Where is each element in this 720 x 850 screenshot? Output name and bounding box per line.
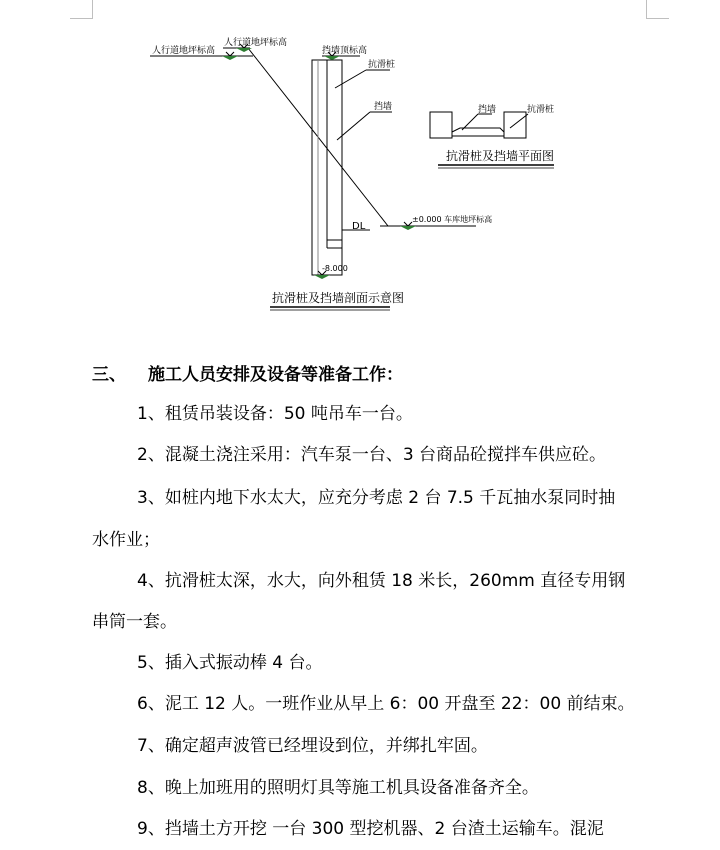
list-item: 4、抗滑桩太深，水大，向外租赁 18 米长，260mm 直径专用钢 (137, 571, 626, 591)
section-title: 施工人员安排及设备等准备工作： (148, 365, 403, 385)
list-item: 7、确定超声波管已经埋设到位，并绑扎牢固。 (137, 736, 488, 756)
list-item: 9、挡墙土方开挖 一台 300 型挖机器、2 台渣土运输车。混泥 (137, 819, 604, 839)
section-number: 三、 (92, 365, 126, 385)
label-bottom-elevation: -8.000 (322, 264, 348, 273)
label-road-ground: ±0.000 车库地坪标高 (412, 215, 493, 224)
list-item: 5、插入式振动棒 4 台。 (137, 653, 323, 673)
caption-section-drawing: 抗滑桩及挡墙剖面示意图 (272, 291, 405, 305)
list-item: 8、晚上加班用的照明灯具等施工机具设备准备齐全。 (137, 778, 539, 798)
label-wall-top: 挡墙顶标高 (322, 46, 368, 56)
label-sidewalk-ground-upper: 人行道地坪标高 (224, 38, 288, 48)
label-sidewalk-ground: 人行道地坪标高 (152, 46, 216, 56)
list-item: 2、混凝土浇注采用：汽车泵一台、3 台商品砼搅拌车供应砼。 (137, 445, 607, 465)
label-pile: 抗滑桩 (368, 60, 396, 70)
caption-plan-drawing: 抗滑桩及挡墙平面图 (446, 149, 555, 163)
plan-label-pile: 抗滑桩 (527, 105, 555, 115)
list-item: 3、如桩内地下水太大，应充分考虑 2 台 7.5 千瓦抽水泵同时抽 (137, 488, 616, 508)
list-item: 6、泥工 12 人。一班作业从早上 6：00 开盘至 22：00 前结束。 (137, 694, 635, 714)
section-heading (92, 360, 403, 385)
label-dl: DL (352, 221, 366, 232)
pile-wall-drawing (0, 0, 720, 330)
label-wall: 挡墙 (374, 102, 393, 112)
list-item-continuation: 水作业； (92, 530, 160, 550)
list-item-continuation: 串筒一套。 (92, 612, 177, 632)
list-item: 1、租赁吊装设备：50 吨吊车一台。 (137, 404, 413, 424)
plan-label-wall: 挡墙 (478, 105, 497, 115)
